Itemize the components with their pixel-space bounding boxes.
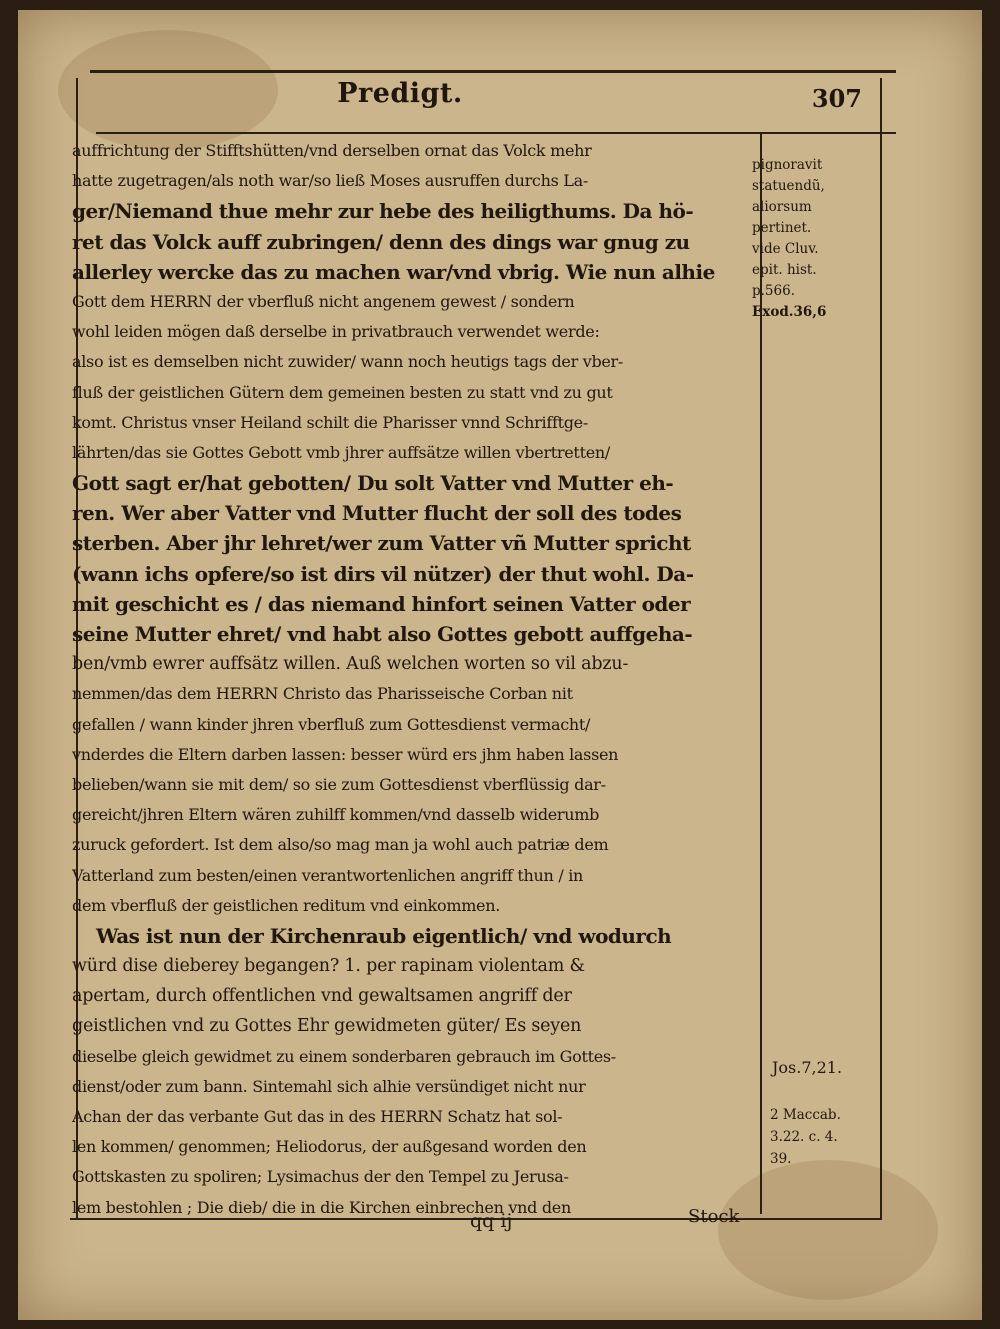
margin-reference-line: 39. [770,1151,792,1167]
text-line: gereicht/jhren Eltern wären zuhilff kommen/vnd dasselb widerumb [72,805,600,825]
header-rule [96,132,896,134]
text-line: len kommen/ genommen; Heliodorus, der außgesand worden den [72,1137,587,1157]
text-line: sterben. Aber jhr lehret/wer zum Vatter vñ Mutter spricht [72,531,691,556]
text-line: lährten/das sie Gottes Gebott vmb jhrer auffsätze willen vbertretten/ [72,442,610,462]
margin-reference-line: 3.22. c. 4. [770,1129,838,1145]
text-line: ret das Volck auff zubringen/ denn des dings war gnug zu [72,229,690,254]
text-line: seine Mutter ehret/ vnd habt also Gottes gebott auffgeha- [72,622,693,646]
margin-note: vide Cluv. [752,241,819,257]
text-line: also ist es demselben nicht zuwider/ wann noch heutigs tags der vber- [72,352,624,372]
page-number: 307 [811,84,862,113]
paper-stain [718,1160,938,1300]
signature-mark: qq ij [470,1210,513,1232]
text-line: zuruck gefordert. Ist dem also/so mag man ja wohl auch patriæ dem [72,835,609,855]
margin-note: statuendũ, [752,178,825,194]
margin-reference-maccabees [770,1104,862,1170]
top-rule [90,70,896,73]
text-line: Achan der das verbante Gut das in des HERRN Schatz hat sol- [72,1107,563,1126]
text-line: dem vberfluß der geistlichen reditum vnd einkommen. [72,895,501,915]
text-line: geistlichen vnd zu Gottes Ehr gewidmeten güter/ Es seyen [72,1016,582,1037]
text-line: hatte zugetragen/als noth war/so ließ Moses ausruffen durchs La- [72,171,588,191]
margin-note: Exod.36,6 [752,304,827,320]
text-line: Gott dem HERRN der vberfluß nicht angenem gewest / sondern [72,291,575,311]
margin-reference-joshua: Jos.7,21. [772,1058,843,1077]
margin-note: p.566. [752,283,795,299]
text-line: Was ist nun der Kirchenraub eigentlich/ vnd wodurch [96,923,672,948]
text-line: allerley wercke das zu machen war/vnd vbrig. Wie nun alhie [72,259,715,284]
right-frame-rule [880,78,882,1218]
margin-reference-line: 2 Maccab. [770,1107,841,1123]
text-line: auffrichtung der Stifftshütten/vnd derselben ornat das Volck mehr [72,141,592,160]
text-line: belieben/wann sie mit dem/ so sie zum Gottesdienst vberflüssig dar- [72,774,606,794]
margin-note: pignoravit [752,157,823,173]
margin-note-block [752,155,862,323]
text-line: ren. Wer aber Vatter vnd Mutter flucht der soll des todes [72,501,682,526]
text-line: ben/vmb ewrer auffsätz willen. Auß welchen worten so vil abzu- [72,654,629,675]
text-line: wohl leiden mögen daß derselbe in privatbrauch verwendet werde: [72,322,600,342]
text-line: lem bestohlen ; Die dieb/ die in die Kirchen einbrechen vnd den [72,1197,571,1217]
text-line: apertam, durch offentlichen vnd gewaltsamen angriff der [72,986,572,1007]
text-line: mit geschicht es / das niemand hinfort seinen Vatter oder [72,591,691,616]
text-line: fluß der geistlichen Gütern dem gemeinen besten zu statt vnd zu gut [72,382,613,402]
text-line: würd dise dieberey begangen? 1. per rapinam violentam & [72,956,585,977]
text-line: dienst/oder zum bann. Sintemahl sich alhie versündiget nicht nur [72,1076,586,1096]
running-head: Predigt. [337,78,463,109]
text-line: komt. Christus vnser Heiland schilt die Pharisser vnnd Schrifftge- [72,412,588,432]
text-line: nemmen/das dem HERRN Christo das Pharisseische Corban nit [72,684,573,704]
main-text-block [72,136,742,1223]
text-line: ger/Niemand thue mehr zur hebe des heiligthums. Da hö- [72,199,694,224]
text-line: Gottskasten zu spoliren; Lysimachus der den Tempel zu Jerusa- [72,1167,569,1187]
text-line: Gott sagt er/hat gebotten/ Du solt Vatter vnd Mutter eh- [72,471,674,496]
margin-note: epit. hist. [752,262,817,278]
margin-note: pertinet. [752,220,812,236]
text-line: dieselbe gleich gewidmet zu einem sonderbaren gebrauch im Gottes- [72,1046,616,1066]
text-line: gefallen / wann kinder jhren vberfluß zum Gottesdienst vermacht/ [72,714,591,734]
text-line: (wann ichs opfere/so ist dirs vil nützer) der thut wohl. Da- [72,561,694,586]
catchword: Stock [688,1206,740,1227]
margin-note: aliorsum [752,199,812,215]
text-line: Vatterland zum besten/einen verantwortenlichen angriff thun / in [72,865,584,885]
text-line: vnderdes die Eltern darben lassen: besser würd ers jhm haben lassen [72,744,619,764]
